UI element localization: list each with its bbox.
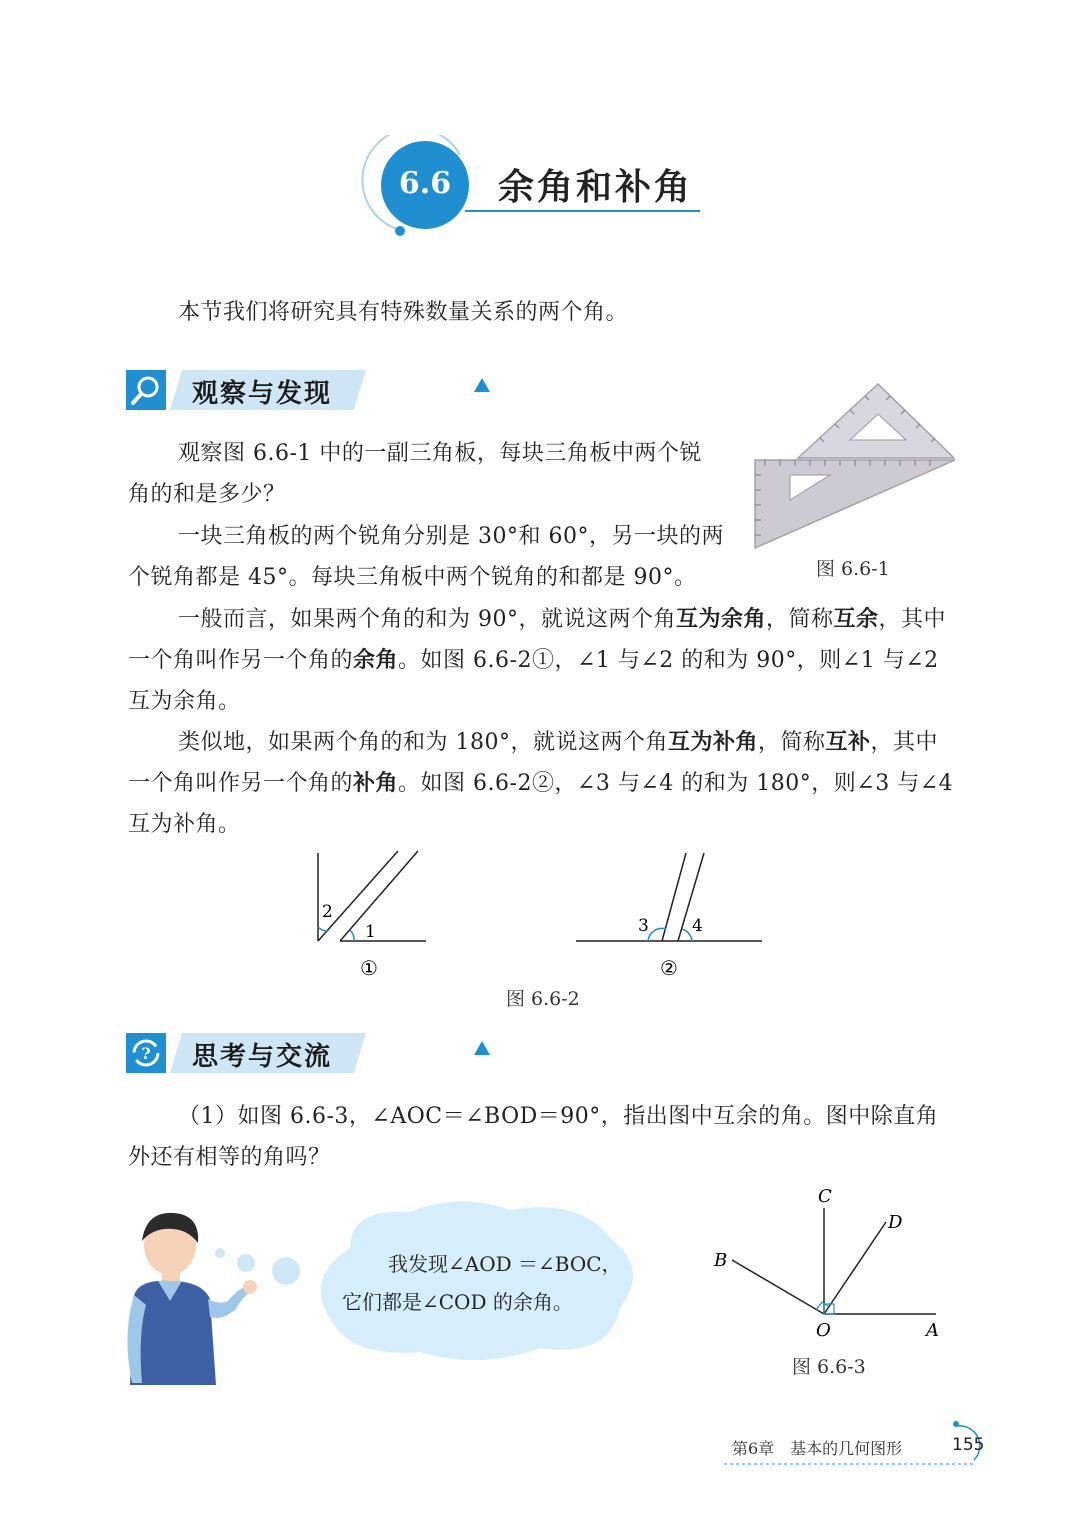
- fig3-caption: 图 6.6-3: [792, 1356, 866, 1378]
- footer-chapter: 第6章 基本的几何图形: [732, 1439, 903, 1458]
- term-yujiao: 余角: [353, 648, 399, 673]
- figure-6-6-3: [700, 1180, 960, 1350]
- section-title: 余角和补角: [498, 167, 694, 208]
- fig2-part-2: [576, 853, 762, 980]
- fig2-caption: 图 6.6-2: [506, 988, 580, 1010]
- term-complementary: 互为余角: [676, 607, 767, 632]
- fig2-sub-2: ②: [660, 956, 678, 980]
- term-hubu: 互补: [825, 730, 871, 755]
- point-label-O: O: [816, 1320, 831, 1341]
- complement-text-2: ，简称: [766, 607, 834, 632]
- question-cycle-icon: [126, 1033, 166, 1073]
- complement-paragraph: [128, 599, 956, 722]
- point-label-A: A: [926, 1320, 939, 1341]
- supplement-text-1: 类似地，如果两个角的和为 180°，就说这两个角: [178, 730, 668, 755]
- complement-text-4: 。如图 6.6-2①，∠1 与∠2 的和为 90°，则∠1 与∠2 互为余角。: [128, 648, 939, 714]
- think-heading-title: 思考与交流: [192, 1042, 333, 1072]
- fig2-sub-1: ①: [360, 956, 378, 980]
- term-supplementary: 互为补角: [668, 730, 759, 755]
- page-footer: [724, 1420, 994, 1470]
- supplement-paragraph: [128, 722, 956, 845]
- complement-text-1: 一般而言，如果两个角的和为 90°，就说这两个角: [178, 607, 676, 632]
- observe-heading-title: 观察与发现: [192, 379, 333, 409]
- bubble-line-1: 我发现∠AOD ＝∠BOC，: [388, 1252, 622, 1276]
- student-figure: [120, 1205, 300, 1395]
- section-header: [360, 135, 720, 245]
- question-1: （1）如图 6.6-3，∠AOC＝∠BOD＝90°，指出图中互余的角。图中除直角外还有相等的角吗？: [128, 1104, 939, 1170]
- think-heading: [126, 1033, 366, 1073]
- bubble-line-2: 它们都是∠COD 的余角。: [342, 1290, 573, 1314]
- observe-heading: [126, 370, 366, 410]
- supplement-text-2: ，简称: [758, 730, 826, 755]
- triangle-rulers: [750, 380, 960, 555]
- term-bujiao: 补角: [353, 771, 399, 796]
- magnifier-icon: [126, 370, 166, 410]
- observe-paragraph-2: 一块三角板的两个锐角分别是 30°和 60°，另一块的两个锐角都是 45°。每块三角板中两个锐角的和都是 90°。: [128, 524, 724, 590]
- term-huyu: 互余: [833, 607, 879, 632]
- supplement-text-3: ，其中一个角叫作另一个角的: [128, 730, 939, 796]
- supplement-text-4: 。如图 6.6-2②，∠3 与∠4 的和为 180°，则∠3 与∠4 互为补角。: [128, 771, 954, 837]
- intro-text: 本节我们将研究具有特殊数量关系的两个角。: [178, 300, 629, 325]
- angle-label-4: 4: [692, 916, 703, 936]
- point-label-B: B: [714, 1250, 728, 1271]
- fig1-caption: 图 6.6-1: [816, 558, 890, 580]
- angle-label-1: 1: [365, 922, 376, 942]
- footer-page-number: 155: [952, 1435, 985, 1455]
- angle-label-3: 3: [638, 916, 649, 936]
- point-label-D: D: [888, 1212, 903, 1233]
- angle-label-2: 2: [322, 902, 333, 922]
- heading-triangle-2: [474, 1041, 490, 1055]
- point-label-C: C: [818, 1186, 832, 1207]
- thought-bubble: [310, 1198, 650, 1366]
- fig2-part-1: [318, 851, 426, 980]
- section-number: 6.6: [398, 166, 452, 201]
- complement-text-3: ，其中一个角叫作另一个角的: [128, 607, 947, 673]
- heading-triangle: [474, 378, 490, 392]
- svg-text:?: ?: [141, 1044, 151, 1063]
- observe-paragraph-1: 观察图 6.6-1 中的一副三角板，每块三角板中两个锐角的和是多少？: [128, 441, 702, 507]
